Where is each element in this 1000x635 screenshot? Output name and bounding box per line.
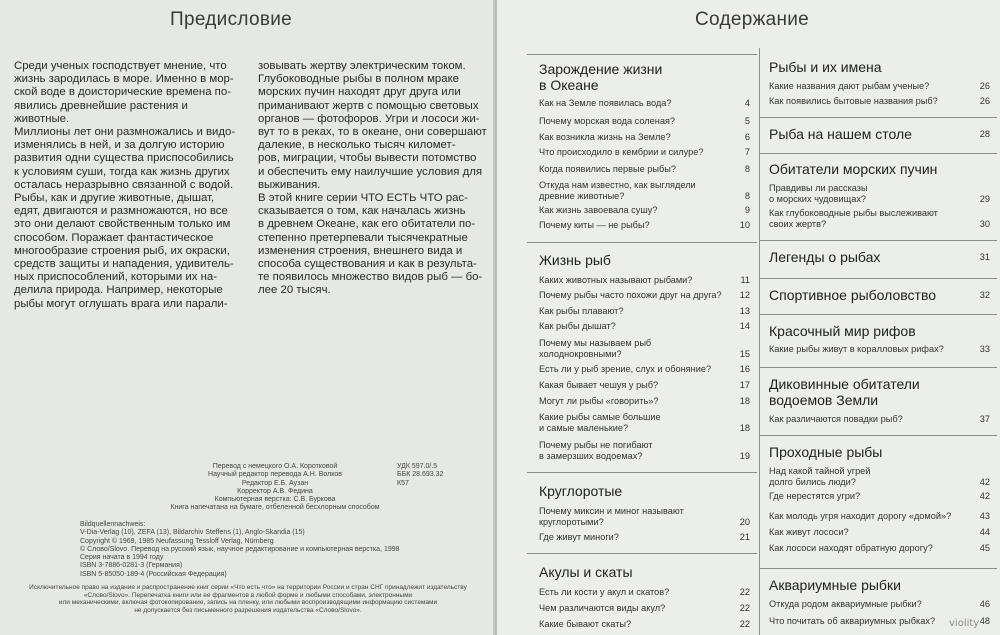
- toc-entry: Где живут миноги?: [539, 532, 619, 542]
- toc-entry: Какие рыбы живут в коралловых рифах?: [769, 344, 944, 354]
- toc-chapter: Аквариумные рыбки: [769, 577, 901, 593]
- toc-entry: Как глубоководные рыбы выслеживают своих жертв?: [769, 208, 938, 229]
- toc-page-number: 7: [744, 147, 750, 157]
- toc-entry: Как рыбы дышат?: [539, 321, 616, 331]
- toc-page-number: 8: [744, 164, 750, 174]
- toc-entry: Как возникла жизнь на Земле?: [539, 132, 671, 142]
- toc-entry: Откуда нам известно, как выглядели древние животные?: [539, 180, 696, 201]
- toc-chapter: Диковинные обитатели водоемов Земли: [769, 376, 920, 408]
- section-divider: [759, 278, 997, 279]
- toc-chapter: Зарождение жизни в Океане: [539, 61, 663, 93]
- toc-chapter: Красочный мир рифов: [769, 323, 916, 339]
- toc-page-number: 45: [979, 543, 990, 553]
- toc-entry: Как появились бытовые названия рыб?: [769, 96, 938, 106]
- toc-entry: Могут ли рыбы «говорить»?: [539, 396, 659, 406]
- section-divider: [759, 117, 997, 118]
- toc-entry: Почему морская вода соленая?: [539, 116, 676, 126]
- section-divider: [759, 435, 997, 436]
- section-divider: [759, 568, 997, 569]
- toc-page-number: 15: [739, 348, 750, 359]
- toc-page-number: 14: [739, 321, 750, 331]
- toc-chapter: Проходные рыбы: [769, 444, 883, 460]
- toc-page-number: 18: [739, 396, 750, 406]
- toc-entry: Почему мы называем рыб холоднокровными?: [539, 338, 652, 359]
- toc-page-number: 31: [979, 252, 990, 262]
- toc-page-number: 20: [739, 516, 750, 527]
- toc-page-number: 18: [739, 422, 750, 433]
- toc-entry: Что почитать об аквариумных рыбках?: [769, 616, 936, 626]
- toc-entry: Чем различаются виды акул?: [539, 603, 666, 613]
- toc-chapter: Жизнь рыб: [539, 252, 611, 268]
- toc-page-number: 10: [739, 220, 750, 230]
- page-title-preface: Предисловие: [170, 9, 293, 30]
- copyright-imprint: Исключительное право на издание и распространение книг серии «Что есть что» на территории России и стран СНГ принадлежит издательству «Слово/Slovo». Перепечатка книги или ее фрагментов в любой форме и любыми способами, электронными или механическими, включая фотокопирование, запись на пленку, или любыми воспроизводящими информацию системами не допускается без письменного разрешения издательства «Слово/Slovo».: [29, 584, 467, 614]
- toc-page-number: 5: [744, 116, 750, 126]
- toc-entry: Над какой тайной угрей долго бились люди?: [769, 466, 871, 487]
- preface-column-2: зовывать жертву электрическим током. Глубоководные рыбы в полном мраке морских пучин находят друг друга или приманивают жертв с помощью световых органов — фотофоров. Угри и лососи жи- вут то в реках, то в океане, они совершают далекие, в несколько тысяч километ- ров, миграции, чтобы вывести потомство и обеспечить ему наилучшие условия для выживания. В этой книге серии ЧТО ЕСТЬ ЧТО рас- сказывается о том, как началась жизнь в древнем Океане, как его обитатели по- степенно претерпевали тысячекратные изменения строения, внешнего вида и способа существования и как в результа- те появилось множество видов рыб — бо- лее 20 тысяч.: [258, 60, 487, 297]
- section-divider: [759, 153, 997, 154]
- toc-page-number: 33: [979, 344, 990, 354]
- toc-entry: Где нерестятся угри?: [769, 491, 861, 501]
- toc-entry: Как рыбы плавают?: [539, 306, 624, 316]
- toc-page-number: 28: [979, 129, 990, 139]
- toc-entry: Как различаются повадки рыб?: [769, 414, 903, 424]
- toc-entry: Каких животных называют рыбами?: [539, 275, 693, 285]
- section-divider: [759, 314, 997, 315]
- toc-entry: Какие рыбы самые большие и самые маленькие?: [539, 412, 661, 433]
- toc-page-number: 42: [979, 476, 990, 487]
- watermark: violity: [949, 618, 980, 629]
- toc-entry: Какие бывают скаты?: [539, 619, 632, 629]
- toc-entry: Почему киты — не рыбы?: [539, 220, 650, 230]
- toc-entry: Как лососи находят обратную дорогу?: [769, 543, 933, 553]
- section-divider: [527, 242, 757, 243]
- toc-page-number: 48: [979, 616, 990, 626]
- toc-page-number: 30: [979, 218, 990, 229]
- toc-entry: Как жизнь завоевала сушу?: [539, 205, 658, 215]
- udk-bbk-codes: УДК 597.0/.5 ББК 28.693.32 К57: [397, 463, 444, 487]
- section-divider: [527, 553, 757, 554]
- toc-entry: Какая бывает чешуя у рыб?: [539, 380, 659, 390]
- toc-chapter: Акулы и скаты: [539, 564, 633, 580]
- toc-page-number: 32: [979, 290, 990, 300]
- page-title-contents: Содержание: [695, 9, 810, 30]
- toc-entry: Что происходило в кембрии и силуре?: [539, 147, 704, 157]
- translation-credits: Перевод с немецкого О.А. Коротковой Научный редактор перевода А.Н. Волков Редактор Е.Б. Аузан Корректор А.В. Федина Компьютерная верстка: С.В. Буркова Книга напечатана на бумаге, отбеленной бесхлорным способом: [170, 463, 380, 512]
- toc-chapter: Спортивное рыболовство: [769, 287, 937, 303]
- toc-entry: Есть ли у рыб зрение, слух и обоняние?: [539, 364, 712, 374]
- toc-page-number: 46: [979, 599, 990, 609]
- toc-page-number: 44: [979, 527, 990, 537]
- toc-chapter: Круглоротые: [539, 483, 623, 499]
- toc-page-number: 19: [739, 450, 750, 461]
- toc-page-number: 21: [739, 532, 750, 542]
- toc-page-number: 17: [739, 380, 750, 390]
- toc-page-number: 11: [740, 275, 750, 285]
- toc-entry: Как на Земле появилась вода?: [539, 98, 672, 108]
- toc-page-number: 26: [979, 96, 990, 106]
- toc-page-number: 22: [739, 603, 750, 613]
- toc-chapter: Рыбы и их имена: [769, 59, 882, 75]
- toc-entry: Есть ли кости у акул и скатов?: [539, 587, 670, 597]
- toc-entry: Какие названия дают рыбам ученые?: [769, 81, 930, 91]
- toc-entry: Когда появились первые рыбы?: [539, 164, 676, 174]
- toc-chapter: Обитатели морских пучин: [769, 161, 938, 177]
- toc-entry: Правдивы ли рассказы о морских чудовищах?: [769, 183, 868, 204]
- toc-page-number: 9: [744, 205, 750, 215]
- toc-entry: Почему рыбы часто похожи друг на друга?: [539, 290, 722, 300]
- toc-page-number: 12: [739, 290, 750, 300]
- toc-page-number: 29: [979, 193, 990, 204]
- toc-page-number: 43: [979, 511, 990, 521]
- preface-column-1: Среди ученых господствует мнение, что жизнь зародилась в море. Именно в мор- ской воде в доисторические времена по- явились древнейшие растения и животные. Миллионы лет они размножались и видо- изменялись в ней, и за долгую историю развития одни существа приспособились к условиям суши, тогда как жизнь других осталась неразрывно связанной с водой. Рыбы, как и другие животные, дышат, едят, двигаются и размножаются, но все это они делают свойственным только им способом. Поражает фантастическое многообразие строения рыб, их окраски, средств защиты и нападения, удивитель- ных приспособлений, которыми их на- делила природа. Например, некоторые рыбы могут оглушать врага или парали-: [14, 60, 236, 310]
- toc-page-number: 4: [744, 98, 750, 108]
- section-divider: [759, 367, 997, 368]
- column-separator: [759, 48, 760, 635]
- toc-page-number: 6: [744, 132, 750, 142]
- left-page: [0, 0, 495, 635]
- toc-chapter: Рыба на нашем столе: [769, 126, 912, 142]
- toc-page-number: 22: [739, 587, 750, 597]
- toc-page-number: 42: [979, 491, 990, 501]
- toc-page-number: 16: [739, 364, 750, 374]
- toc-page-number: 37: [979, 414, 990, 424]
- section-divider: [759, 240, 997, 241]
- section-divider: [527, 54, 757, 55]
- toc-entry: Как живут лососи?: [769, 527, 849, 537]
- toc-entry: Почему рыбы не погибают в замерзших водоемах?: [539, 440, 653, 461]
- toc-page-number: 13: [739, 306, 750, 316]
- toc-entry: Как молодь угря находит дорогу «домой»?: [769, 511, 952, 521]
- bibliographic-info: Bildquellennachweis: V-Dia-Verlag (10), ZEFA (13), Bildarchiv Steffens (1), Anglo-Skandia (15) Copyright © 1969, 1985 Neufassung Tessloff Verlag, Nürnberg © Слово/Slovo. Перевод на русский язык, научное редактирование и компьютерная верстка, 1998 Серия начата в 1994 году ISBN 3-7886-0281-3 (Германия) ISBN 5-85050-189-4 (Российская Федерация): [80, 521, 400, 578]
- toc-chapter: Легенды о рыбах: [769, 249, 881, 265]
- section-divider: [527, 472, 757, 473]
- toc-entry: Почему миксин и миног называют круглоротыми?: [539, 506, 684, 527]
- toc-page-number: 22: [739, 619, 750, 629]
- toc-entry: Откуда родом аквариумные рыбки?: [769, 599, 922, 609]
- toc-page-number: 26: [979, 81, 990, 91]
- toc-page-number: 8: [744, 190, 750, 201]
- right-page: [497, 0, 1000, 635]
